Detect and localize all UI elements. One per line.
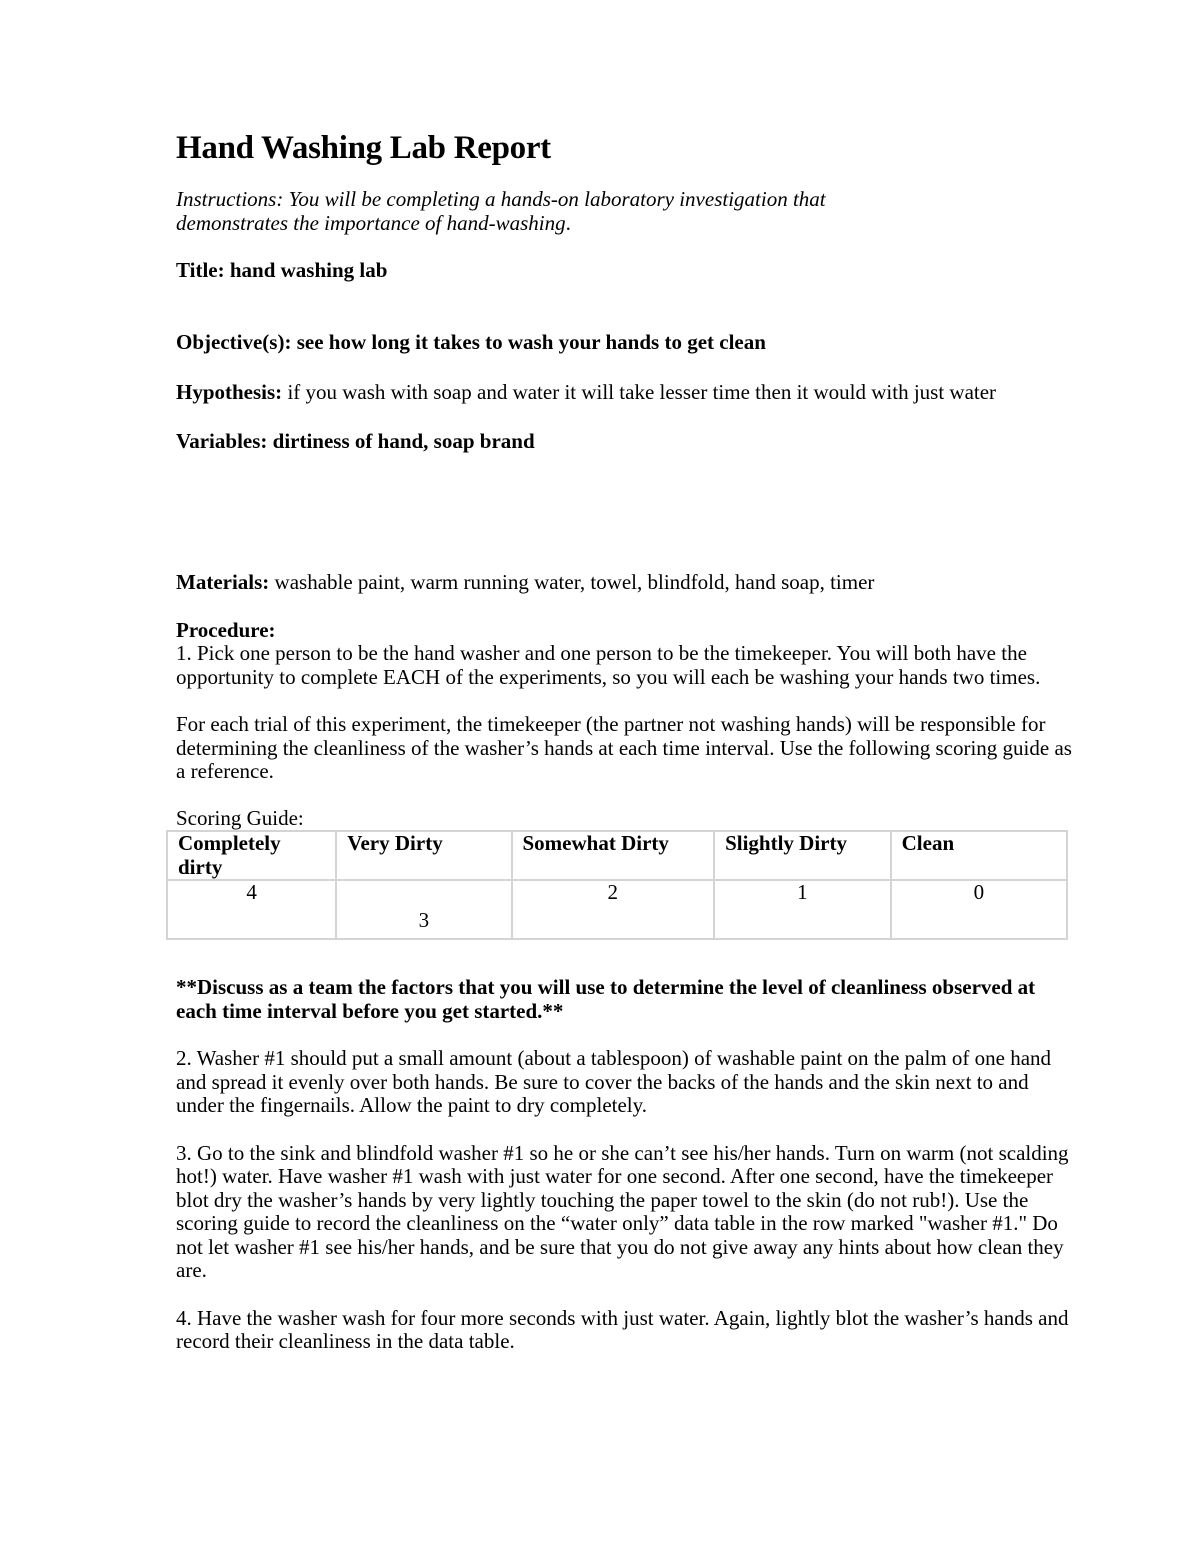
header-somewhat-dirty: Somewhat Dirty xyxy=(512,831,715,880)
score-cell-very-dirty xyxy=(336,880,511,939)
document-title: Hand Washing Lab Report xyxy=(176,130,551,166)
score-cell-completely-dirty xyxy=(167,880,336,939)
procedure-step-1: 1. Pick one person to be the hand washer and one person to be the timekeeper. You will both have the opportunity to complete EACH of the experiments, so you will each be washing your hands two times. xyxy=(176,641,1041,689)
instructions xyxy=(176,188,936,235)
procedure-heading: Procedure: xyxy=(176,617,276,642)
hypothesis-label: Hypothesis: xyxy=(176,380,283,404)
score-cell-slightly-dirty xyxy=(714,880,891,939)
score-cell-somewhat-dirty xyxy=(512,880,715,939)
hypothesis-text: if you wash with soap and water it will take lesser time then it would with just water xyxy=(282,380,997,404)
score-value: 4 xyxy=(246,880,257,904)
scoring-guide-label: Scoring Guide: xyxy=(176,805,304,830)
scoring-guide-table xyxy=(166,830,1068,940)
materials-text: washable paint, warm running water, towel, blindfold, hand soap, timer xyxy=(269,570,875,594)
header-completely-dirty: Completely dirty xyxy=(167,831,336,880)
header-very-dirty: Very Dirty xyxy=(336,831,511,880)
trial-paragraph: For each trial of this experiment, the timekeeper (the partner not washing hands) will be responsible for determining the cleanliness of the washer’s hands at each time interval. Use the following scoring guide as a reference. xyxy=(176,712,1072,783)
procedure-step-4: 4. Have the washer wash for four more seconds with just water. Again, lightly blot the washer’s hands and record their cleanliness in the data table. xyxy=(176,1305,1069,1353)
instructions-text: Instructions: You will be completing a hands-on laboratory investigation that demonstrates the importance of hand-washing xyxy=(176,187,826,235)
score-value: 3 xyxy=(418,908,430,932)
header-slightly-dirty: Slightly Dirty xyxy=(714,831,891,880)
procedure-step-2: 2. Washer #1 should put a small amount (about a tablespoon) of washable paint on the palm of one hand and spread it evenly over both hands. Be sure to cover the backs of the hands and the skin next to and under the fingernails. Allow the paint to dry completely. xyxy=(176,1046,1052,1117)
score-value: 0 xyxy=(973,880,985,904)
score-cell-clean xyxy=(891,880,1067,939)
objective: Objective(s): see how long it takes to wash your hands to get clean xyxy=(176,329,766,354)
score-value: 2 xyxy=(607,880,619,904)
materials-label: Materials: xyxy=(176,570,270,594)
discuss-note: **Discuss as a team the factors that you will use to determine the level of cleanliness observed at each time interval before you get started.** xyxy=(176,975,1036,1023)
score-value: 1 xyxy=(797,880,808,904)
variables: Variables: dirtiness of hand, soap brand xyxy=(176,428,535,453)
scoring-header-row xyxy=(167,831,1067,880)
hypothesis xyxy=(176,381,1076,405)
header-clean: Clean xyxy=(891,831,1067,880)
scoring-value-row xyxy=(167,880,1067,939)
instructions-period: . xyxy=(565,210,571,235)
materials xyxy=(176,571,1076,595)
lab-title: Title: hand washing lab xyxy=(176,258,388,282)
procedure-step-3: 3. Go to the sink and blindfold washer #1 so he or she can’t see his/her hands. Turn on warm (not scalding hot!) water. Have washer #1 wash with just water for one second. After one second, have the timekeeper blot dry the washer’s hands by very lightly touching the paper towel to the skin (do not rub!). Use the scoring guide to record the cleanliness on the “water only” data table in the row marked "washer #1." Do not let washer #1 see his/her hands, and be sure that you do not give away any hints about how clean they are. xyxy=(176,1140,1069,1282)
document-body xyxy=(176,128,1076,1354)
